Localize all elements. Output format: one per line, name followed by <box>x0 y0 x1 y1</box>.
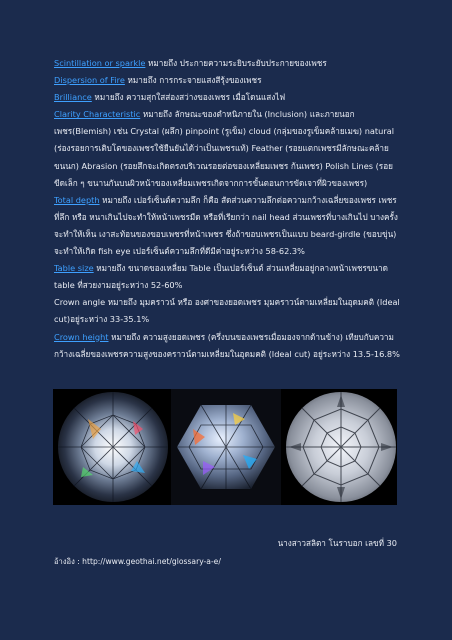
definition-text: หมายถึง เปอร์เซ็นต์ความลึก ก็คือ สัดส่วนความลึกต่อความกว้างเฉลี่ยของเพชร เพชรที่ลึก หรือ หนาเกินไปจะทำให้หน้าเพชรมืด หรือที่เรียกว่า nail head ส่วนเพชรที่บางเกินไป บางครั้งจะทำให้เห็น เงาสะท้อนของขอบเพชรที่หน้าเพชร ซึ่งถ้าขอบเพชรเป็นแบบ beard-girdle (ขอบขุ่น) จะทำให้เกิด fish eye เปอร์เซ็นต์ความลึกที่ดีมีค่าอยู่ระหว่าง 58-62.3% <box>54 194 398 257</box>
term-link[interactable]: Crown height <box>54 331 109 342</box>
definition-text: หมายถึง การกระจายแสงสีรุ้งของเพชร <box>124 75 262 86</box>
term-link[interactable]: Clarity Characteristic <box>54 109 141 120</box>
term-link[interactable]: Table size <box>54 263 94 274</box>
term-label: Crown angle <box>54 297 106 308</box>
definition-text: หมายถึง มุมคราวน์ หรือ องศาของยอดเพชร มุมคราวน์ตามเหลี่ยมในอุดมคติ (Ideal cut)อยู่ระหว่าง 33-35.1% <box>54 297 400 325</box>
term-link[interactable]: Scintillation or sparkle <box>54 58 146 68</box>
definition-text: หมายถึง ขนาดของเหลี่ยม Table เป็นเปอร์เซ็นต์ ส่วนเหลี่ยมอยู่กลางหน้าเพชรขนาด table ที่สวยงามอยู่ระหว่าง 52-60% <box>54 263 388 291</box>
reference-line: อ้างอิง : http://www.geothai.net/glossary-a-e/ <box>54 557 221 566</box>
glossary-text <box>54 55 400 363</box>
definition-table-size <box>54 260 400 294</box>
term-link[interactable]: Dispersion of Fire <box>54 75 125 86</box>
definition-crown-height <box>54 329 400 363</box>
definition-scintillation <box>54 55 400 72</box>
definition-text: หมายถึง ลักษณะของตำหนิภายใน (Inclusion) และภายนอกเพชร(Blemish) เช่น Crystal (ผลึก) pinpoint (รูเข็ม) cloud (กลุ่มของรูเข็มคล้ายเมฆ) natural (ร่องรอยการเติบโตของเพชรใช้ยืนยันได้ว่าเป็นเพชรแท้) Feather (รอยแตกเพชรมีลักษณะคล้ายขนนก) Abrasion (รอยสึกจะเกิดตรงบริเวณรอยต่อของเหลี่ยมเพชร ก้นเพชร) Polish Lines (รอยขีดเล็ก ๆ ขนานกันบนผิวหน้าของเหลี่ยมเพชรเกิดจากการขั้นตอนการขัดเจาที่ผิวของเพชร) <box>54 109 394 188</box>
term-link[interactable]: Total depth <box>54 194 100 205</box>
definition-text: หมายถึง ประกายความระยิบระยับประกายของเพชร <box>145 58 327 68</box>
diamond-photo-right <box>286 392 396 502</box>
author-credit: นางสาวสลิตา โนราบอก เลขที่ 30 <box>277 538 397 548</box>
diamond-photo-left <box>58 392 168 502</box>
definition-crown-angle <box>54 294 400 328</box>
definition-total-depth <box>54 192 400 260</box>
term-link[interactable]: Brilliance <box>54 92 92 103</box>
definition-clarity <box>54 106 400 191</box>
diamond-photo-middle <box>171 389 281 505</box>
diamond-images <box>53 389 397 505</box>
definition-text: หมายถึง ความสูงยอดเพชร (ครึ่งบนของเพชรเมื่อมองจากด้านข้าง) เทียบกับความกว้างเฉลี่ยของเพชรความสูงของคราวน์ตามเหลี่ยมในอุดมคติ (Ideal cut) อยู่ระหว่าง 13.5-16.8% <box>54 331 400 359</box>
definition-brilliance <box>54 89 400 106</box>
definition-text: หมายถึง ความสุกใสส่องสว่างของเพชร เมื่อโดนแสงไฟ <box>91 92 286 103</box>
definition-dispersion <box>54 72 400 89</box>
